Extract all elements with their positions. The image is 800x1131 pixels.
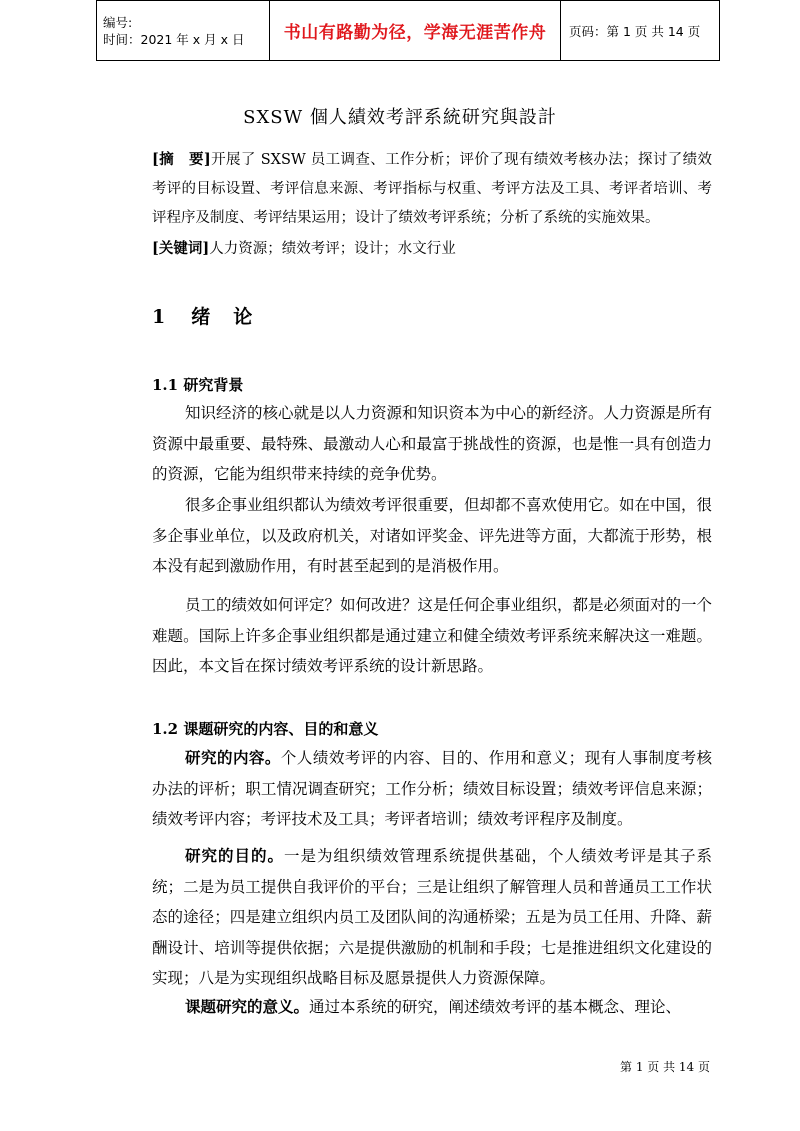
paragraph: [152, 841, 712, 994]
header-time-label: 时间：2021 年 x 月 x 日: [103, 31, 245, 47]
keywords-text: 人力资源；绩效考评；设计；水文行业: [209, 241, 456, 257]
document-title: SXSW 個人績效考評系統研究與設計: [243, 107, 557, 128]
section-heading-1-1: 1.1 研究背景: [152, 376, 244, 394]
header-number-label: 编号:: [103, 14, 133, 30]
paragraph-lead: 课题研究的意义。: [185, 997, 310, 1016]
chapter-number: 1: [152, 306, 168, 328]
abstract-text: 开展了 SXSW 员工调查、工作分析；评价了现有绩效考核办法；探讨了绩效考评的目标设置、考评信息来源、考评指标与权重、考评方法及工具、考评者培训、考评程序及制度、考评结果运用；设计了绩效考评系统；分析了系统的实施效果。: [152, 152, 712, 226]
paragraph: [152, 992, 712, 1023]
keywords-label: [关键词]: [152, 240, 210, 257]
paragraph: 知识经济的核心就是以人力资源和知识资本为中心的新经济。人力资源是所有资源中最重要、最特殊、最激动人心和最富于挑战性的资源，也是惟一具有创造力的资源，它能为组织带来持续的竞争优势。: [152, 404, 713, 483]
abstract-label: [摘 要]: [152, 151, 211, 168]
header-page-info: 页码：第 1 页 共 14 页: [561, 1, 720, 61]
keywords: [152, 234, 712, 264]
paragraph-text: 个人绩效考评的内容、目的、作用和意义；现有人事制度考核办法的评析；职工情况调查研究；工作分析；绩效目标设置；绩效考评信息来源；绩效考评内容；考评技术及工具；考评者培训；绩效考评程序及制度。: [152, 749, 712, 828]
paragraph-text: 通过本系统的研究，阐述绩效考评的基本概念、理论、: [309, 998, 682, 1016]
header-slogan: 书山有路勤为径，学海无涯苦作舟: [270, 1, 561, 61]
chapter-heading: [152, 302, 278, 329]
paragraph-text: 一是为组织绩效管理系统提供基础，个人绩效考评是其子系统；二是为员工提供自我评价的平台；三是让组织了解管理人员和普通员工工作状态的途径；四是建立组织内员工及团队间的沟通桥梁；五是为员工任用、升降、薪酬设计、培训等提供依据；六是提供激励的机制和手段；七是推进组织文化建设的实现；八是为实现组织战略目标及愿景提供人力资源保障。: [152, 847, 712, 987]
paragraph-lead: 研究的目的。: [185, 846, 284, 865]
paragraph: [152, 743, 712, 835]
page-footer: 第 1 页 共 14 页: [620, 1060, 710, 1074]
section-heading-1-2: 1.2 课题研究的内容、目的和意义: [152, 720, 379, 738]
chapter-title: 绪 论: [191, 306, 255, 328]
paragraph: 很多企事业组织都认为绩效考评很重要，但却都不喜欢使用它。如在中国，很多企事业单位，以及政府机关，对诸如评奖金、评先进等方面，大都流于形势，根本没有起到激励作用，有时甚至起到的是消极作用。: [152, 496, 713, 575]
header-meta-cell: [97, 1, 270, 61]
page-header: [96, 0, 720, 61]
paragraph-lead: 研究的内容。: [185, 748, 281, 767]
paragraph: 员工的绩效如何评定？如何改进？这是任何企事业组织，都是必须面对的一个难题。国际上许多企事业组织都是通过建立和健全绩效考评系统来解决这一难题。因此，本文旨在探讨绩效考评系统的设计新思路。: [152, 596, 713, 675]
abstract: [152, 145, 712, 233]
